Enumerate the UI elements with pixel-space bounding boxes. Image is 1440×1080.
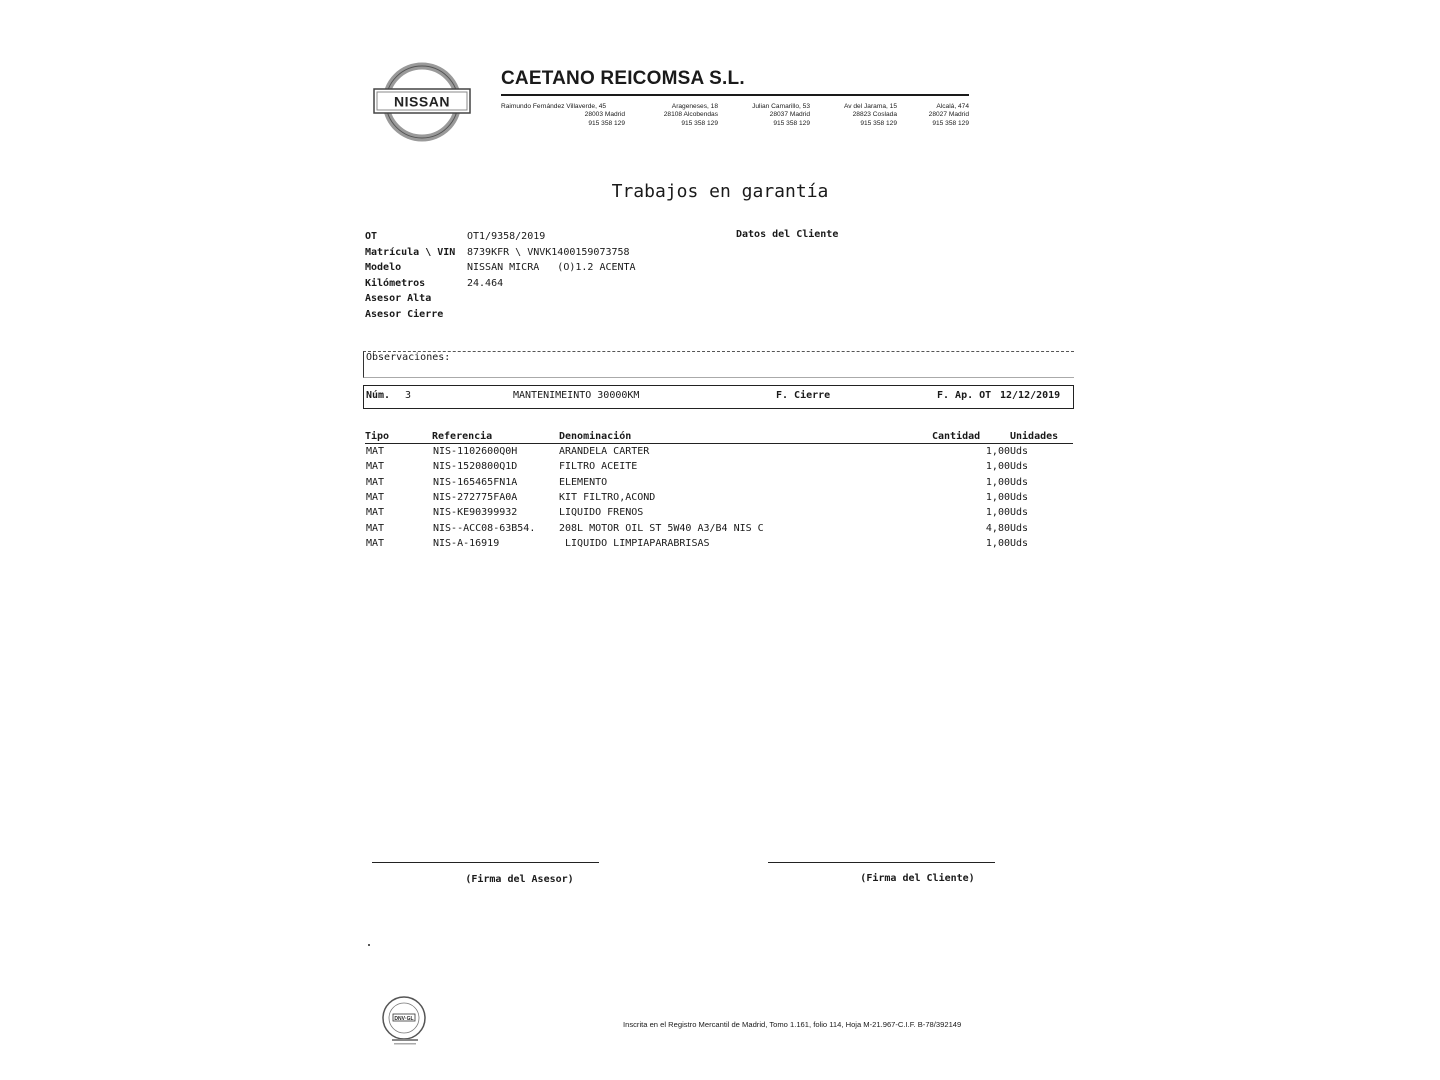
cell-tipo: MAT [366, 507, 385, 519]
scan-speck [368, 944, 370, 946]
cell-referencia: NIS-KE90399932 [433, 507, 518, 519]
cell-denominacion: LIQUIDO LIMPIAPARABRISAS [559, 537, 710, 549]
certification-seal [376, 994, 434, 1046]
registry-footer: Inscrita en el Registro Mercantil de Madrid, Tomo 1.161, folio 114, Hoja M-21.967-C.I.F. B-78/392149 [623, 1020, 962, 1029]
cell-cantidad: 1,00 [985, 476, 1010, 488]
table-row [0, 446, 1440, 461]
value-ot: OT1/9358/2019 [467, 231, 546, 242]
cell-tipo: MAT [366, 446, 385, 457]
cell-cantidad: 1,00 [985, 461, 1010, 473]
cell-tipo: MAT [366, 522, 385, 534]
cell-tipo: MAT [366, 491, 385, 503]
cell-denominacion: LIQUIDO FRENOS [559, 507, 644, 519]
label-matricula: Matrícula \ VIN [365, 246, 456, 258]
num-value: 3 [405, 390, 412, 401]
cell-unidades: Uds [1010, 446, 1029, 457]
value-asesor-alta [467, 291, 636, 307]
observations-label: Observaciones: [366, 352, 451, 363]
cell-cantidad: 1,00 [985, 446, 1010, 457]
cell-cantidad: 4,80 [985, 522, 1010, 534]
address-3: Julian Camarillo, 53 28037 Madrid 915 358 129 [752, 103, 810, 127]
cell-cantidad: 1,00 [985, 507, 1010, 519]
table-header-rule [365, 443, 1073, 444]
svg-text:DNV·GL: DNV·GL [394, 1015, 414, 1022]
open-date-label: F. Ap. OT [937, 390, 992, 401]
client-signature-line [768, 862, 995, 863]
col-header-unidades: Unidades [1010, 431, 1059, 442]
cell-denominacion: FILTRO ACEITE [559, 461, 638, 473]
close-date-label: F. Cierre [776, 390, 831, 401]
svg-text:NISSAN: NISSAN [394, 93, 450, 110]
client-data-title: Datos del Cliente [736, 229, 839, 240]
address-2: Arageneses, 18 28108 Alcobendas 915 358 129 [663, 103, 718, 127]
document-title: Trabajos en garantía [611, 181, 829, 202]
cell-unidades: Uds [1010, 522, 1029, 534]
table-row [0, 523, 1440, 538]
num-label: Núm. [366, 390, 391, 401]
address-4: Av del Jarama, 15 28823 Coslada 915 358 129 [843, 103, 897, 127]
cell-referencia: NIS--ACC08-63B54. [433, 522, 536, 534]
table-row [0, 538, 1440, 553]
cell-referencia: NIS-1102600Q0H [433, 446, 518, 457]
label-ot: OT [365, 231, 378, 242]
col-header-cantidad: Cantidad [932, 431, 981, 442]
label-asesor-alta: Asesor Alta [365, 293, 432, 305]
cell-referencia: NIS-A-16919 [433, 537, 500, 549]
address-5: Alcalá, 474 28027 Madrid 915 358 129 [928, 103, 969, 127]
col-header-referencia: Referencia [432, 431, 493, 442]
value-asesor-cierre [467, 307, 636, 323]
value-matricula: 8739KFR \ VNVK1400159073758 [467, 246, 630, 258]
cell-tipo: MAT [366, 461, 385, 473]
advisor-signature-label: (Firma del Asesor) [465, 874, 574, 885]
nissan-logo [372, 60, 472, 144]
company-name: CAETANO REICOMSA S.L. [501, 68, 745, 89]
cell-denominacion: KIT FILTRO,ACOND [559, 491, 656, 503]
info-values [467, 229, 636, 323]
address-1: Raimundo Fernández Villaverde, 45 28003 Madrid 915 358 129 [501, 103, 625, 127]
work-description: MANTENIMEINTO 30000KM [513, 390, 640, 401]
label-asesor-cierre: Asesor Cierre [365, 308, 444, 320]
label-kilometros: Kilómetros [365, 277, 426, 289]
header-divider [501, 94, 969, 96]
cell-cantidad: 1,00 [985, 491, 1010, 503]
cell-denominacion: ELEMENTO [559, 476, 608, 488]
table-row [0, 507, 1440, 522]
cell-unidades: Uds [1010, 461, 1029, 473]
value-kilometros: 24.464 [467, 277, 504, 289]
value-modelo: NISSAN MICRA (O)1.2 ACENTA [467, 262, 636, 274]
info-labels [365, 229, 455, 323]
cell-tipo: MAT [366, 537, 385, 549]
cell-unidades: Uds [1010, 507, 1029, 519]
advisor-signature-line [372, 862, 599, 863]
cell-denominacion: ARANDELA CARTER [559, 446, 650, 457]
cell-referencia: NIS-165465FN1A [433, 476, 518, 488]
cell-denominacion: 208L MOTOR OIL ST 5W40 A3/B4 NIS C [559, 522, 764, 534]
table-row [0, 492, 1440, 507]
cell-unidades: Uds [1010, 491, 1029, 503]
cell-tipo: MAT [366, 476, 385, 488]
table-row [0, 477, 1440, 492]
client-signature-label: (Firma del Cliente) [860, 873, 975, 884]
observations-box [363, 351, 1074, 378]
cell-referencia: NIS-272775FA0A [433, 491, 518, 503]
open-date-value: 12/12/2019 [1000, 390, 1061, 401]
label-modelo: Modelo [365, 262, 402, 274]
cell-referencia: NIS-1520800Q1D [433, 461, 518, 473]
cell-unidades: Uds [1010, 537, 1029, 549]
cell-unidades: Uds [1010, 476, 1029, 488]
col-header-tipo: Tipo [365, 431, 390, 442]
cell-cantidad: 1,00 [985, 537, 1010, 549]
table-row [0, 461, 1440, 476]
col-header-denominacion: Denominación [559, 431, 632, 442]
